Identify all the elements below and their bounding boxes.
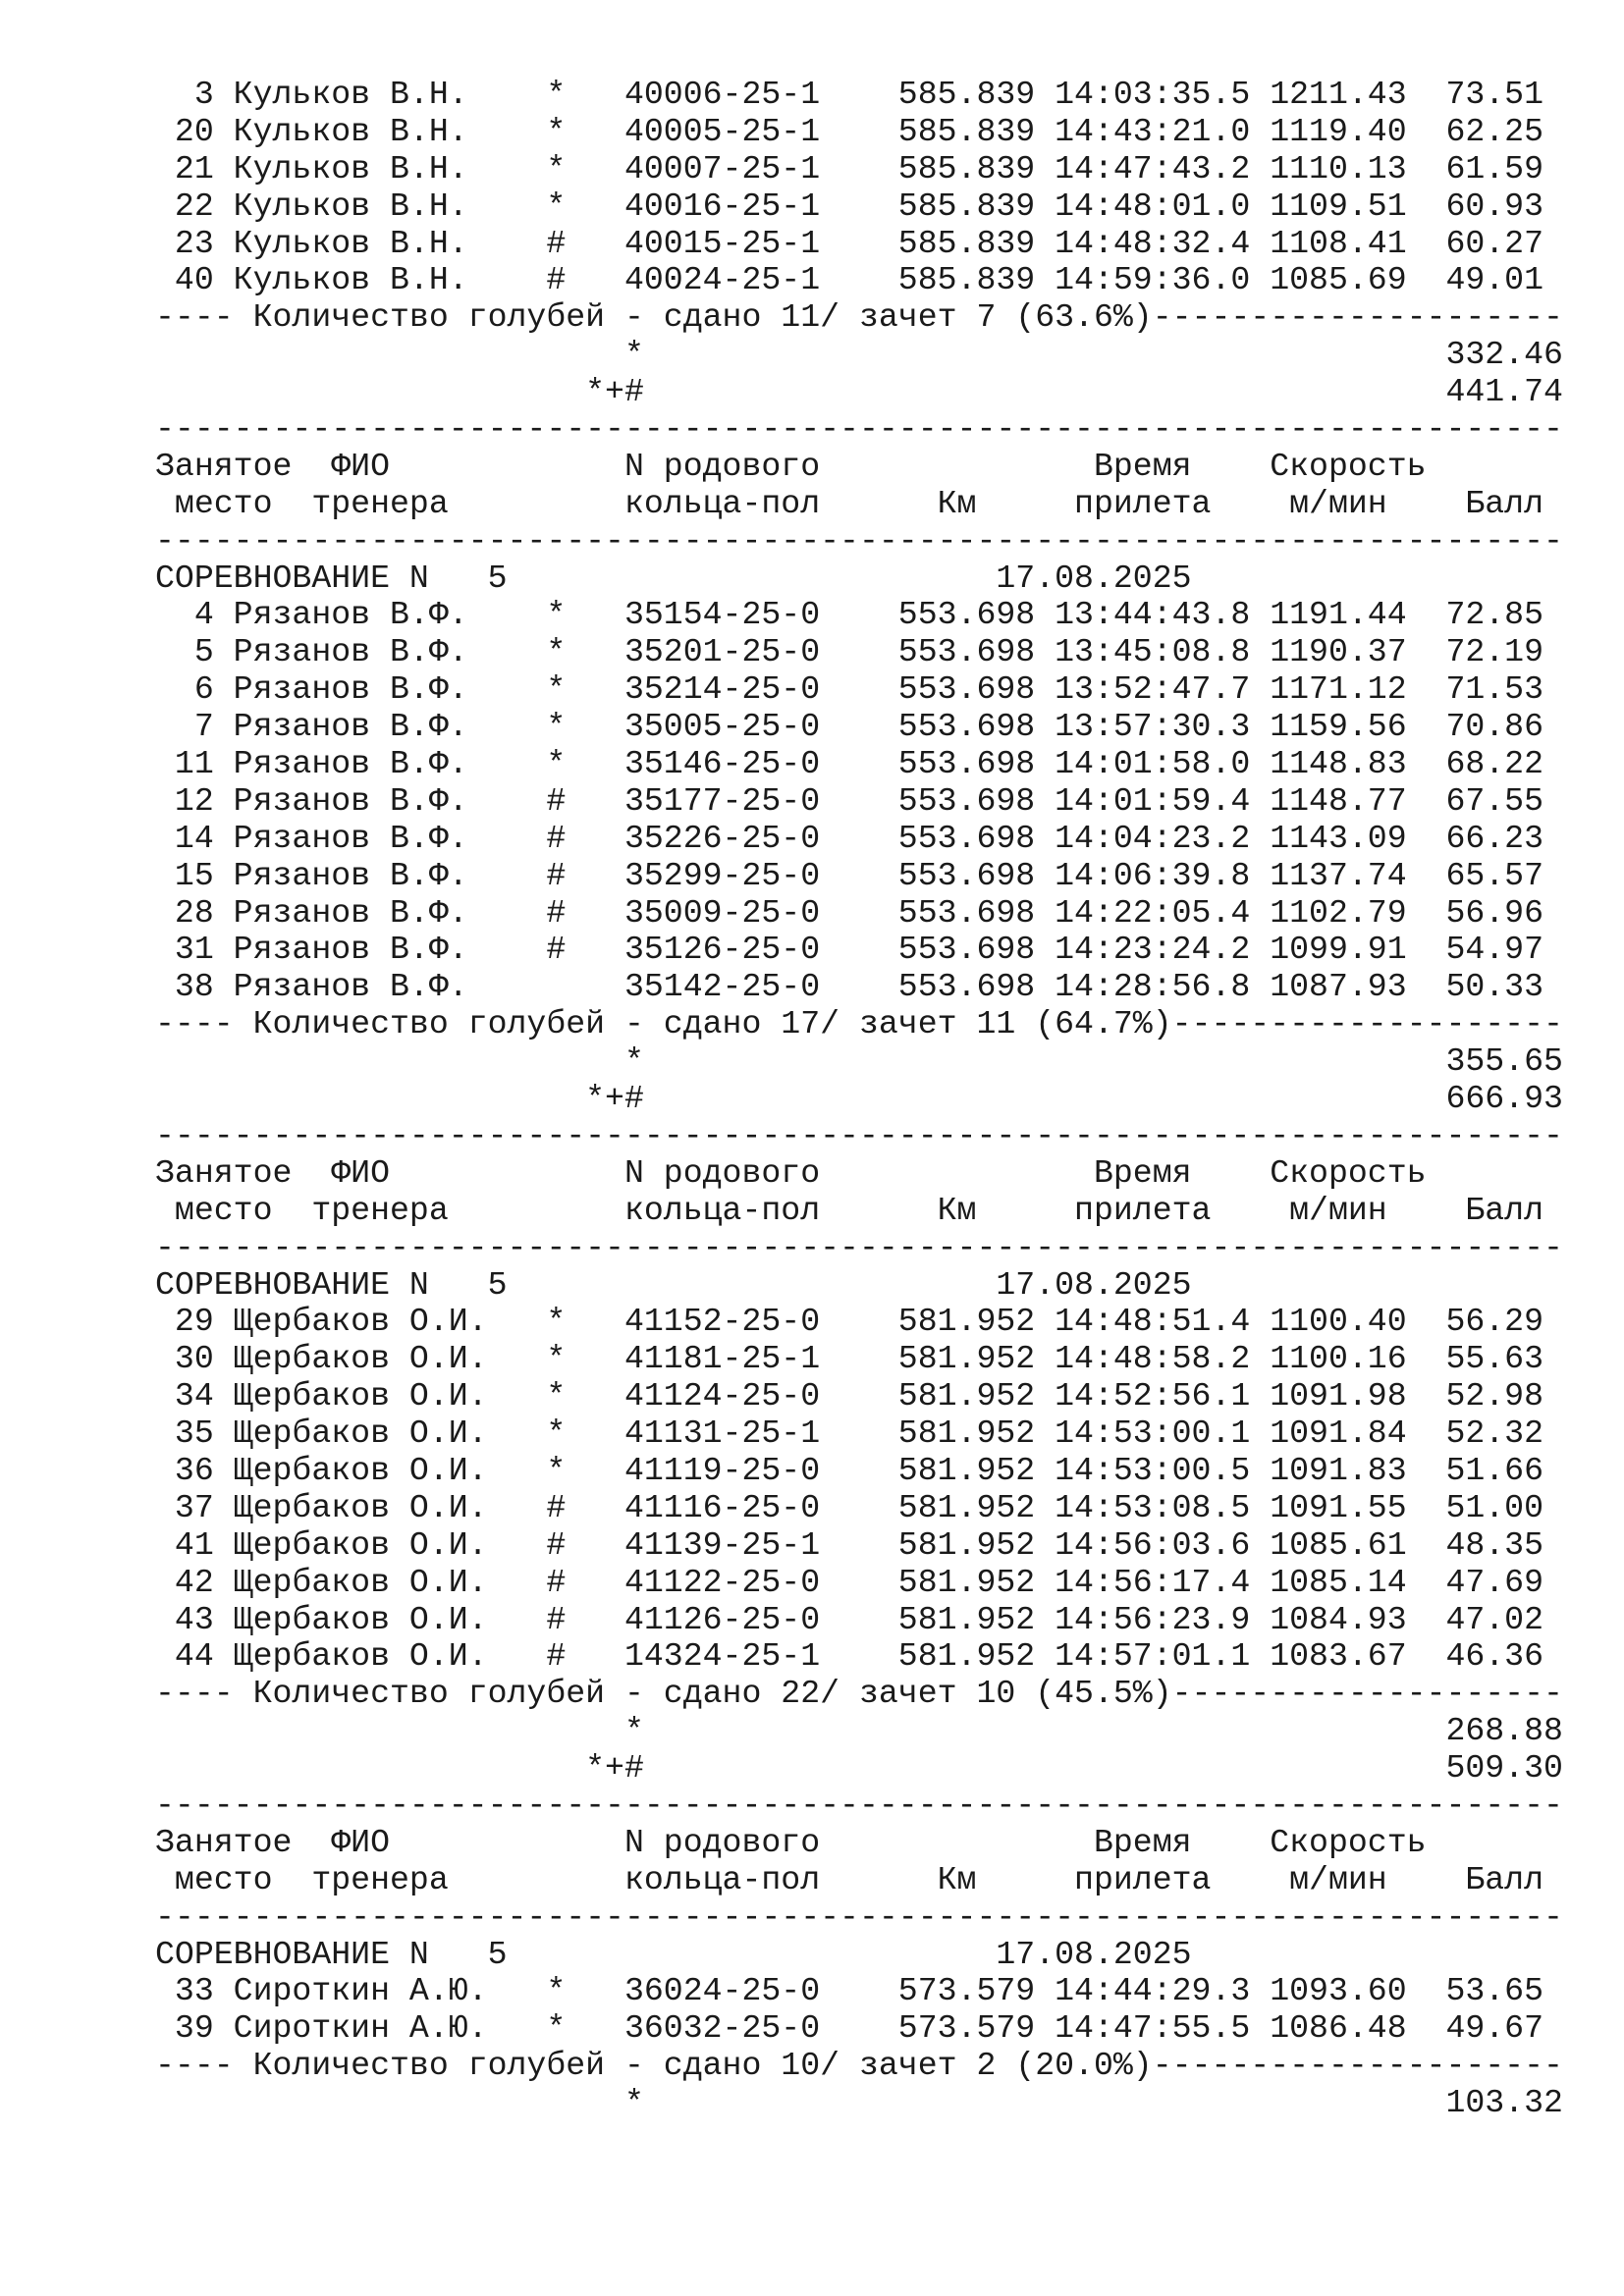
result-row: 21 Кульков В.Н. * 40007-25-1 585.839 14:47:43.2 1110.13 61.59 <box>155 149 1544 187</box>
result-row: 15 Рязанов В.Ф. # 35299-25-0 553.698 14:06:39.8 1137.74 65.57 <box>155 856 1544 894</box>
summary-line: ---- Количество голубей - сдано 11/ зачет 7 (63.6%)--------------------- <box>155 298 1563 337</box>
result-row: 43 Щербаков О.И. # 41126-25-0 581.952 14:56:23.9 1084.93 47.02 <box>155 1600 1544 1638</box>
header-line: Занятое ФИО N родового Время Скорость <box>155 447 1427 485</box>
result-row: 44 Щербаков О.И. # 14324-25-1 581.952 14:57:01.1 1083.67 46.36 <box>155 1637 1544 1676</box>
result-row: 36 Щербаков О.И. * 41119-25-0 581.952 14:53:00.5 1091.83 51.66 <box>155 1451 1544 1489</box>
result-row: 12 Рязанов В.Ф. # 35177-25-0 553.698 14:01:59.4 1148.77 67.55 <box>155 781 1544 820</box>
competition-line: СОРЕВНОВАНИЕ N 5 17.08.2025 <box>155 1935 1192 1973</box>
result-row: 7 Рязанов В.Ф. * 35005-25-0 553.698 13:57:30.3 1159.56 70.86 <box>155 708 1544 746</box>
result-row: 20 Кульков В.Н. * 40005-25-1 585.839 14:43:21.0 1119.40 62.25 <box>155 112 1544 150</box>
result-row: 35 Щербаков О.И. * 41131-25-1 581.952 14:53:00.1 1091.84 52.32 <box>155 1415 1544 1453</box>
result-row: 41 Щербаков О.И. # 41139-25-1 581.952 14:56:03.6 1085.61 48.35 <box>155 1525 1544 1564</box>
result-row: 40 Кульков В.Н. # 40024-25-1 585.839 14:59:36.0 1085.69 49.01 <box>155 261 1544 299</box>
result-row: 28 Рязанов В.Ф. # 35009-25-0 553.698 14:22:05.4 1102.79 56.96 <box>155 893 1544 932</box>
separator-line: ------------------------------------------------------------------------ <box>155 1786 1563 1824</box>
header-line: Занятое ФИО N родового Время Скорость <box>155 1153 1427 1192</box>
header-line: Занятое ФИО N родового Время Скорость <box>155 1823 1427 1861</box>
results-printout <box>155 77 1563 2122</box>
summary-line: ---- Количество голубей - сдано 22/ зачет 10 (45.5%)-------------------- <box>155 1675 1563 1713</box>
summary-line: ---- Количество голубей - сдано 17/ зачет 11 (64.7%)-------------------- <box>155 1005 1563 1043</box>
header-line: место тренера кольца-пол Км прилета м/мин Балл <box>155 1191 1544 1229</box>
total-line: *+# 666.93 <box>155 1080 1563 1118</box>
result-row: 31 Рязанов В.Ф. # 35126-25-0 553.698 14:23:24.2 1099.91 54.97 <box>155 931 1544 969</box>
total-line: * 332.46 <box>155 336 1563 374</box>
result-row: 29 Щербаков О.И. * 41152-25-0 581.952 14:48:51.4 1100.40 56.29 <box>155 1303 1544 1341</box>
separator-line: ------------------------------------------------------------------------ <box>155 1116 1563 1154</box>
result-row: 22 Кульков В.Н. * 40016-25-1 585.839 14:48:01.0 1109.51 60.93 <box>155 187 1544 225</box>
total-line: * 103.32 <box>155 2084 1563 2122</box>
total-line: *+# 441.74 <box>155 373 1563 411</box>
result-row: 11 Рязанов В.Ф. * 35146-25-0 553.698 14:01:58.0 1148.83 68.22 <box>155 745 1544 783</box>
result-row: 42 Щербаков О.И. # 41122-25-0 581.952 14:56:17.4 1085.14 47.69 <box>155 1563 1544 1601</box>
header-line: место тренера кольца-пол Км прилета м/мин Балл <box>155 1860 1544 1898</box>
result-row: 6 Рязанов В.Ф. * 35214-25-0 553.698 13:52:47.7 1171.12 71.53 <box>155 670 1544 709</box>
separator-line: ------------------------------------------------------------------------ <box>155 410 1563 449</box>
result-row: 37 Щербаков О.И. # 41116-25-0 581.952 14:53:08.5 1091.55 51.00 <box>155 1488 1544 1526</box>
result-row: 4 Рязанов В.Ф. * 35154-25-0 553.698 13:44:43.8 1191.44 72.85 <box>155 596 1544 634</box>
separator-line: ------------------------------------------------------------------------ <box>155 1897 1563 1936</box>
result-row: 3 Кульков В.Н. * 40006-25-1 585.839 14:03:35.5 1211.43 73.51 <box>155 76 1544 113</box>
competition-line: СОРЕВНОВАНИЕ N 5 17.08.2025 <box>155 1265 1192 1304</box>
header-line: место тренера кольца-пол Км прилета м/мин Балл <box>155 484 1544 522</box>
result-row: 38 Рязанов В.Ф. 35142-25-0 553.698 14:28:56.8 1087.93 50.33 <box>155 968 1544 1006</box>
separator-line: ------------------------------------------------------------------------ <box>155 1228 1563 1266</box>
result-row: 30 Щербаков О.И. * 41181-25-1 581.952 14:48:58.2 1100.16 55.63 <box>155 1340 1544 1378</box>
result-row: 39 Сироткин А.Ю. * 36032-25-0 573.579 14:47:55.5 1086.48 49.67 <box>155 2009 1544 2048</box>
result-row: 34 Щербаков О.И. * 41124-25-0 581.952 14:52:56.1 1091.98 52.98 <box>155 1377 1544 1415</box>
total-line: * 268.88 <box>155 1712 1563 1750</box>
competition-line: СОРЕВНОВАНИЕ N 5 17.08.2025 <box>155 559 1192 597</box>
result-row: 33 Сироткин А.Ю. * 36024-25-0 573.579 14:44:29.3 1093.60 53.65 <box>155 1972 1544 2010</box>
result-row: 14 Рязанов В.Ф. # 35226-25-0 553.698 14:04:23.2 1143.09 66.23 <box>155 819 1544 857</box>
total-line: *+# 509.30 <box>155 1749 1563 1788</box>
result-row: 23 Кульков В.Н. # 40015-25-1 585.839 14:48:32.4 1108.41 60.27 <box>155 224 1544 262</box>
summary-line: ---- Количество голубей - сдано 10/ зачет 2 (20.0%)--------------------- <box>155 2047 1563 2085</box>
result-row: 5 Рязанов В.Ф. * 35201-25-0 553.698 13:45:08.8 1190.37 72.19 <box>155 633 1544 671</box>
total-line: * 355.65 <box>155 1042 1563 1081</box>
separator-line: ------------------------------------------------------------------------ <box>155 521 1563 560</box>
